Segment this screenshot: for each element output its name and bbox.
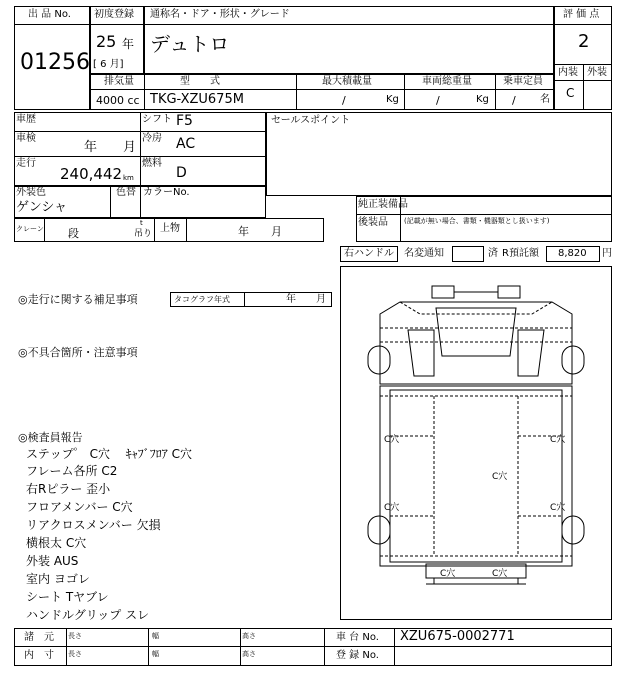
name-change-notice-label: 名変通知: [404, 248, 444, 259]
fuel-value: D: [176, 165, 187, 181]
damage-mark: C穴: [550, 435, 566, 445]
damage-mark: C穴: [440, 569, 456, 579]
cab-roof: [436, 308, 516, 356]
divider: [154, 218, 155, 242]
lot-number: 01256: [20, 50, 90, 75]
divider: [14, 131, 266, 132]
max-load: /: [342, 94, 346, 107]
front-wheel-left: [368, 346, 390, 374]
divider: [66, 628, 67, 666]
interior-score-label: 内装: [558, 67, 578, 78]
divider: [110, 186, 111, 218]
divider: [495, 74, 496, 110]
length-label: 長さ: [68, 650, 82, 658]
lot-number-label: 出 品 No.: [28, 9, 71, 20]
divider: [296, 74, 297, 110]
capacity-label: 乗車定員: [503, 76, 543, 87]
length-label: 長さ: [68, 632, 82, 640]
mileage-label: 走行: [16, 158, 36, 169]
color-code-label: カラーNo.: [143, 187, 190, 198]
height-label: 高さ: [242, 650, 256, 658]
rear-wheel-right: [562, 516, 584, 544]
gross-weight-label: 車両総重量: [422, 76, 472, 87]
fuel-label: 燃料: [142, 158, 162, 169]
registration-year-unit: 年: [122, 37, 135, 51]
report-item: シート Tヤブレ: [26, 590, 109, 604]
report-item: 外装 AUS: [26, 554, 79, 568]
shift-value: F5: [176, 113, 193, 129]
mirror-right: [498, 286, 520, 298]
rear-wheel-left: [368, 516, 390, 544]
max-load-unit: Kg: [386, 94, 399, 105]
first-registration-label: 初度登録: [94, 9, 134, 20]
mirror-left: [432, 286, 454, 298]
divider: [554, 24, 612, 25]
defects-label: ◎不具合箇所・注意事項: [18, 346, 138, 359]
registration-year: 25: [96, 32, 117, 51]
recycle-amount: 8,820: [558, 248, 587, 259]
report-item: ステップ゜ C穴 ｷｬﾌﾞﾌﾛｱ C穴: [26, 447, 192, 461]
tachograph-date: 年 月: [286, 294, 326, 305]
name-change-notice-box: [452, 246, 484, 262]
report-item: 室内 ヨゴレ: [26, 572, 90, 586]
divider: [140, 112, 141, 186]
divider: [186, 218, 187, 242]
inspection-date: 年 月: [84, 140, 137, 155]
color-label: 外装色: [16, 187, 46, 198]
color-change-label: 色替: [116, 187, 136, 198]
divider: [554, 80, 612, 81]
gross-weight-unit: Kg: [476, 94, 489, 105]
crane-hoist: 吊り: [134, 229, 153, 239]
divider: [394, 628, 395, 666]
divider: [244, 292, 245, 307]
divider: [14, 24, 90, 25]
recycle-deposit-label: R預託額: [502, 248, 539, 259]
model-code: TKG-XZU675M: [150, 92, 244, 107]
registration-number-label: 登 録 No.: [336, 650, 379, 661]
inspection-label: 車検: [16, 133, 36, 144]
divider: [356, 214, 612, 215]
divider: [148, 628, 149, 666]
loading-label: 上物: [160, 223, 180, 234]
steering: 右ハンドル: [344, 248, 394, 259]
recycle-unit: 円: [602, 248, 612, 259]
truck-diagram: [340, 266, 612, 620]
divider: [14, 646, 612, 647]
divider: [90, 24, 144, 25]
loading-date: 年 月: [238, 225, 282, 238]
divider: [44, 218, 45, 242]
tachograph-label: タコグラフ年式: [174, 295, 230, 304]
footer-table: [14, 628, 612, 666]
sales-point-label: セールスポイント: [271, 115, 351, 126]
registration-month: [ 6 月]: [93, 59, 124, 70]
grade-label: 通称名・ドア・形状・グレード: [150, 9, 290, 20]
width-label: 幅: [152, 650, 159, 658]
history-label: 車歴: [16, 114, 36, 125]
divider: [144, 74, 145, 110]
crane-stage: 段: [68, 227, 79, 240]
divider: [240, 628, 241, 666]
aftermarket-label: 後装品: [358, 217, 388, 228]
displacement: 4000 cc: [96, 94, 140, 107]
front-wheel-right: [562, 346, 584, 374]
crane-label: クレーン: [16, 225, 44, 233]
mileage-unit: km: [123, 174, 134, 182]
genuine-equipment-label: 純正装備品: [358, 199, 408, 210]
divider: [144, 24, 554, 25]
report-item: 右Rピラー 歪小: [26, 482, 111, 496]
aftermarket-note: (記載が無い場合、書類・機器類とし扱います): [404, 217, 550, 225]
divider: [90, 89, 554, 90]
gross-weight: /: [436, 94, 440, 107]
width-label: 幅: [152, 632, 159, 640]
damage-mark: C穴: [550, 503, 566, 513]
capacity: /: [512, 94, 516, 107]
specs-label: 諸 元: [24, 632, 54, 643]
mileage: 240,442: [60, 165, 123, 183]
displacement-label: 排気量: [104, 76, 134, 87]
cab-outline: [380, 302, 572, 384]
height-label: 高さ: [242, 632, 256, 640]
divider: [140, 186, 141, 218]
divider: [583, 64, 584, 110]
recycle-prefix: 済: [488, 248, 498, 259]
report-item: ハンドルグリップ スレ: [26, 608, 150, 622]
damage-mark: C穴: [384, 435, 400, 445]
ac-label: 冷房: [142, 133, 162, 144]
score-value: 2: [578, 31, 590, 52]
divider: [324, 628, 325, 666]
divider: [14, 156, 266, 157]
car-name: デュトロ: [150, 32, 230, 56]
cargo-bed: [380, 386, 572, 566]
driving-notes-label: ◎走行に関する補足事項: [18, 293, 138, 306]
chassis-number: XZU675-0002771: [400, 629, 515, 644]
damage-mark: C穴: [492, 472, 508, 482]
capacity-unit: 名: [540, 94, 550, 105]
score-label: 評 価 点: [563, 9, 600, 20]
report-item: 横根太 C穴: [26, 536, 87, 550]
exterior-color: ゲンシャ: [16, 200, 68, 215]
report-item: リアクロスメンバー 欠損: [26, 518, 161, 532]
interior-score: C: [566, 86, 575, 100]
ac-value: AC: [176, 136, 196, 152]
divider: [404, 74, 405, 110]
damage-mark: C穴: [492, 569, 508, 579]
model-label: 型 式: [180, 76, 220, 87]
exterior-score-label: 外装: [587, 67, 607, 78]
interior-dims-label: 内 寸: [24, 650, 54, 661]
max-load-label: 最大積載量: [322, 76, 372, 87]
report-item: フロアメンバー C穴: [26, 500, 133, 514]
crane-t: t: [140, 219, 143, 227]
shift-label: シフト: [142, 114, 172, 125]
chassis-number-label: 車 台 No.: [336, 632, 379, 643]
report-item: フレーム各所 C2: [26, 464, 118, 478]
inspector-report-label: ◎検査員報告: [18, 431, 83, 444]
damage-mark: C穴: [384, 503, 400, 513]
